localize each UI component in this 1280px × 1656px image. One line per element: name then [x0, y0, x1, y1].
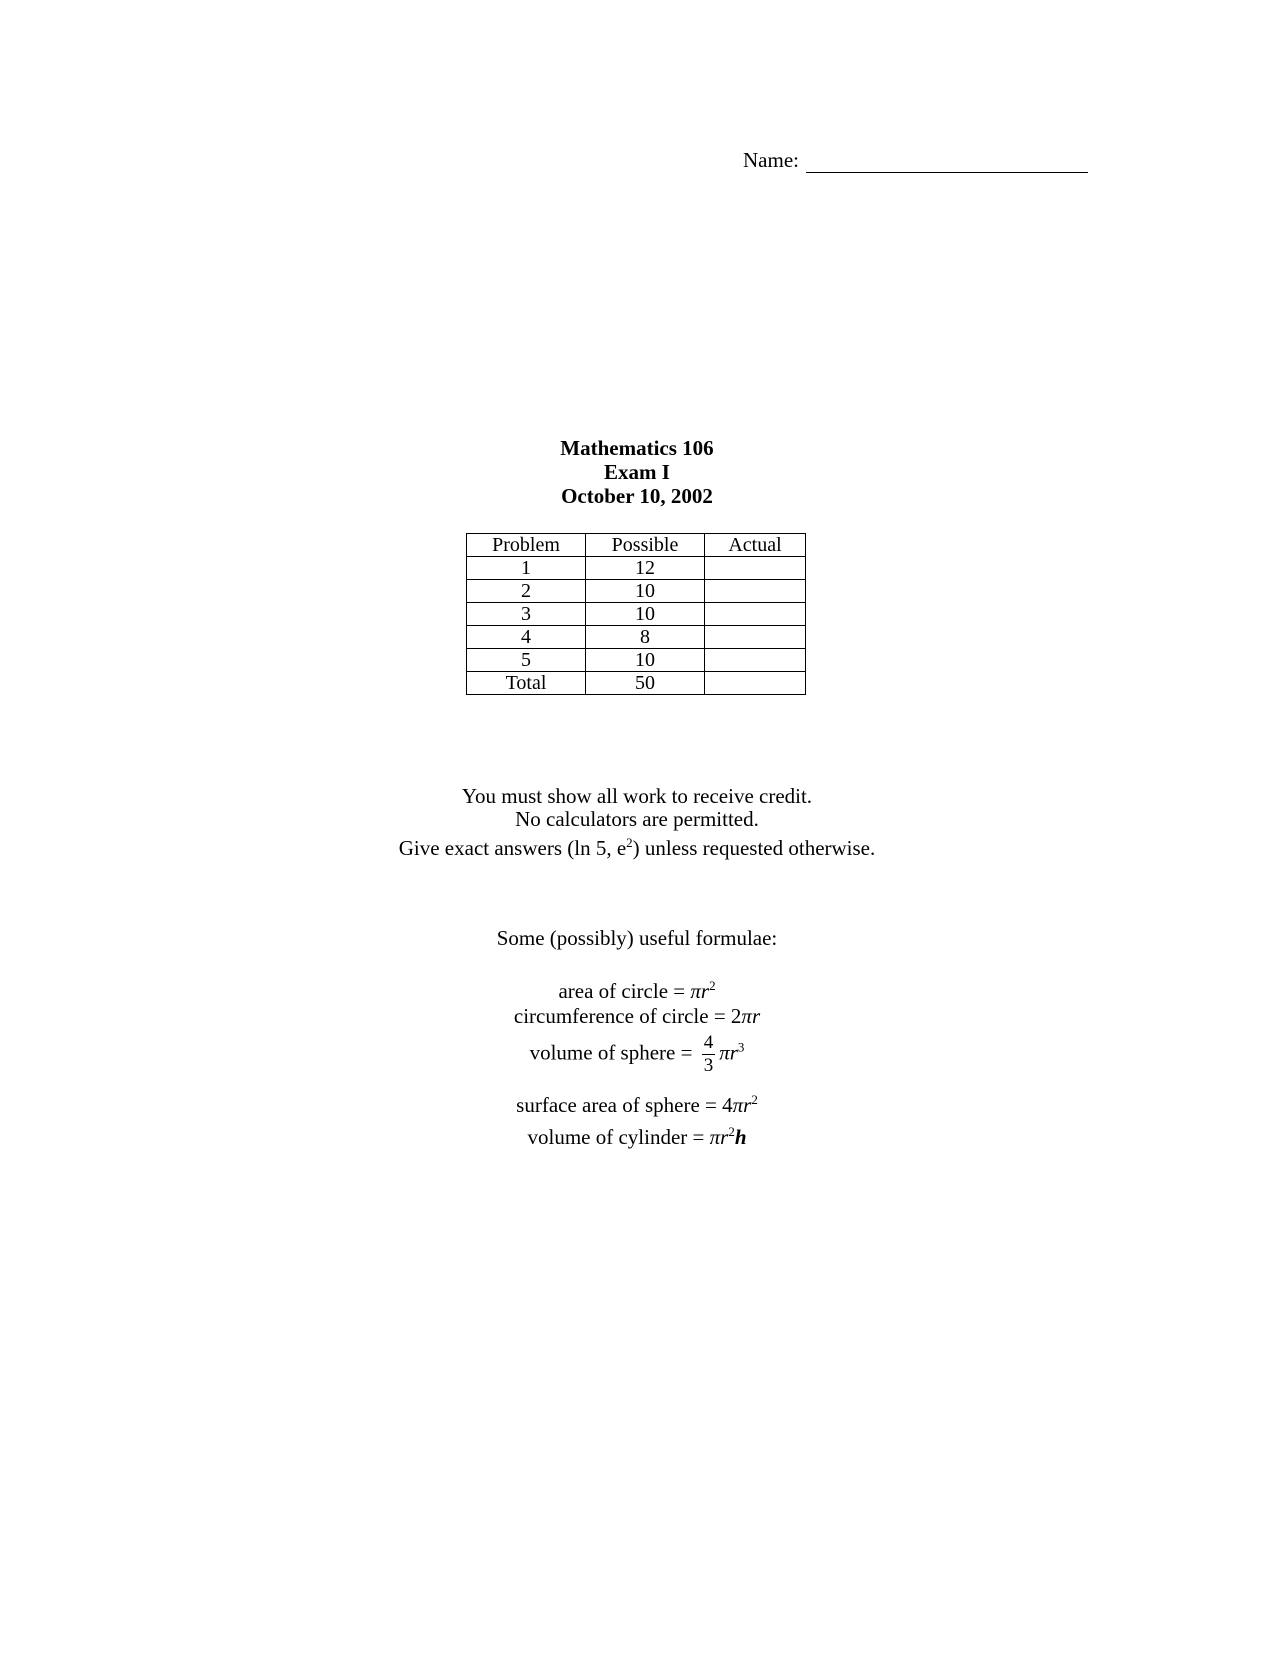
exact-answers-text-end: ) unless requested otherwise. — [632, 836, 876, 860]
formula-label: volume of sphere = — [529, 1040, 693, 1065]
instruction-no-calculators: No calculators are permitted. — [515, 807, 759, 831]
exam-title — [0, 436, 1274, 508]
formula-exponent: 2 — [709, 978, 716, 993]
formula-label: volume of cylinder = — [527, 1125, 705, 1149]
fraction-numerator: 4 — [703, 1032, 714, 1053]
formula-expression: πr — [732, 1093, 752, 1117]
actual-cell[interactable] — [705, 603, 806, 626]
formula-coefficient: 2 — [730, 1004, 742, 1028]
formula-height-variable: h — [734, 1125, 747, 1149]
problem-cell: 4 — [467, 626, 586, 649]
formula-area-circle — [0, 978, 1274, 1004]
total-label-cell: Total — [467, 672, 586, 695]
exact-answers-text-start: Give exact answers (ln 5, e — [398, 836, 627, 860]
formula-exponent: 3 — [737, 1039, 745, 1055]
course-title: Mathematics 106 — [560, 436, 714, 460]
table-total-row — [467, 672, 806, 695]
score-table — [466, 533, 806, 695]
formula-exponent: 2 — [728, 1124, 735, 1139]
possible-cell: 12 — [586, 557, 705, 580]
formula-surface-sphere — [0, 1092, 1274, 1118]
exam-date: October 10, 2002 — [561, 484, 713, 508]
formulae-intro: Some (possibly) useful formulae: — [496, 926, 778, 950]
total-possible-cell: 50 — [586, 672, 705, 695]
exponent: 2 — [626, 835, 633, 850]
actual-cell[interactable] — [705, 557, 806, 580]
column-header-problem: Problem — [467, 534, 586, 557]
table-row — [467, 557, 806, 580]
name-label: Name: — [743, 148, 799, 172]
problem-cell: 5 — [467, 649, 586, 672]
problem-cell: 1 — [467, 557, 586, 580]
table-header-row — [467, 534, 806, 557]
formula-volume-cylinder — [0, 1124, 1274, 1150]
problem-cell: 2 — [467, 580, 586, 603]
formula-label: circumference of circle = — [513, 1004, 726, 1028]
problem-cell: 3 — [467, 603, 586, 626]
table-row — [467, 626, 806, 649]
formula-circumference — [0, 1004, 1274, 1029]
possible-cell: 10 — [586, 603, 705, 626]
instructions — [0, 785, 1274, 860]
actual-cell[interactable] — [705, 580, 806, 603]
fraction-denominator: 3 — [703, 1055, 714, 1076]
name-field — [743, 148, 1088, 173]
table-row — [467, 603, 806, 626]
column-header-actual: Actual — [705, 534, 806, 557]
table-row — [467, 649, 806, 672]
formula-label: area of circle = — [558, 979, 686, 1003]
formula-expression: πr — [741, 1004, 761, 1028]
exam-name: Exam I — [604, 460, 670, 484]
instruction-exact-answers — [0, 831, 1274, 860]
table-row — [467, 580, 806, 603]
formula-expression: πr — [719, 1040, 738, 1065]
instruction-show-work: You must show all work to receive credit. — [461, 784, 813, 808]
name-blank-line[interactable] — [806, 152, 1088, 173]
fraction — [702, 1032, 716, 1077]
possible-cell: 10 — [586, 649, 705, 672]
formula-exponent: 2 — [751, 1092, 758, 1107]
formula-label: surface area of sphere = — [516, 1093, 717, 1117]
formula-volume-sphere — [0, 1032, 1274, 1077]
possible-cell: 10 — [586, 580, 705, 603]
formula-expression: πr — [709, 1125, 729, 1149]
possible-cell: 8 — [586, 626, 705, 649]
total-actual-cell[interactable] — [705, 672, 806, 695]
formula-expression: πr — [690, 979, 710, 1003]
column-header-possible: Possible — [586, 534, 705, 557]
actual-cell[interactable] — [705, 626, 806, 649]
actual-cell[interactable] — [705, 649, 806, 672]
formula-coefficient: 4 — [722, 1093, 733, 1117]
